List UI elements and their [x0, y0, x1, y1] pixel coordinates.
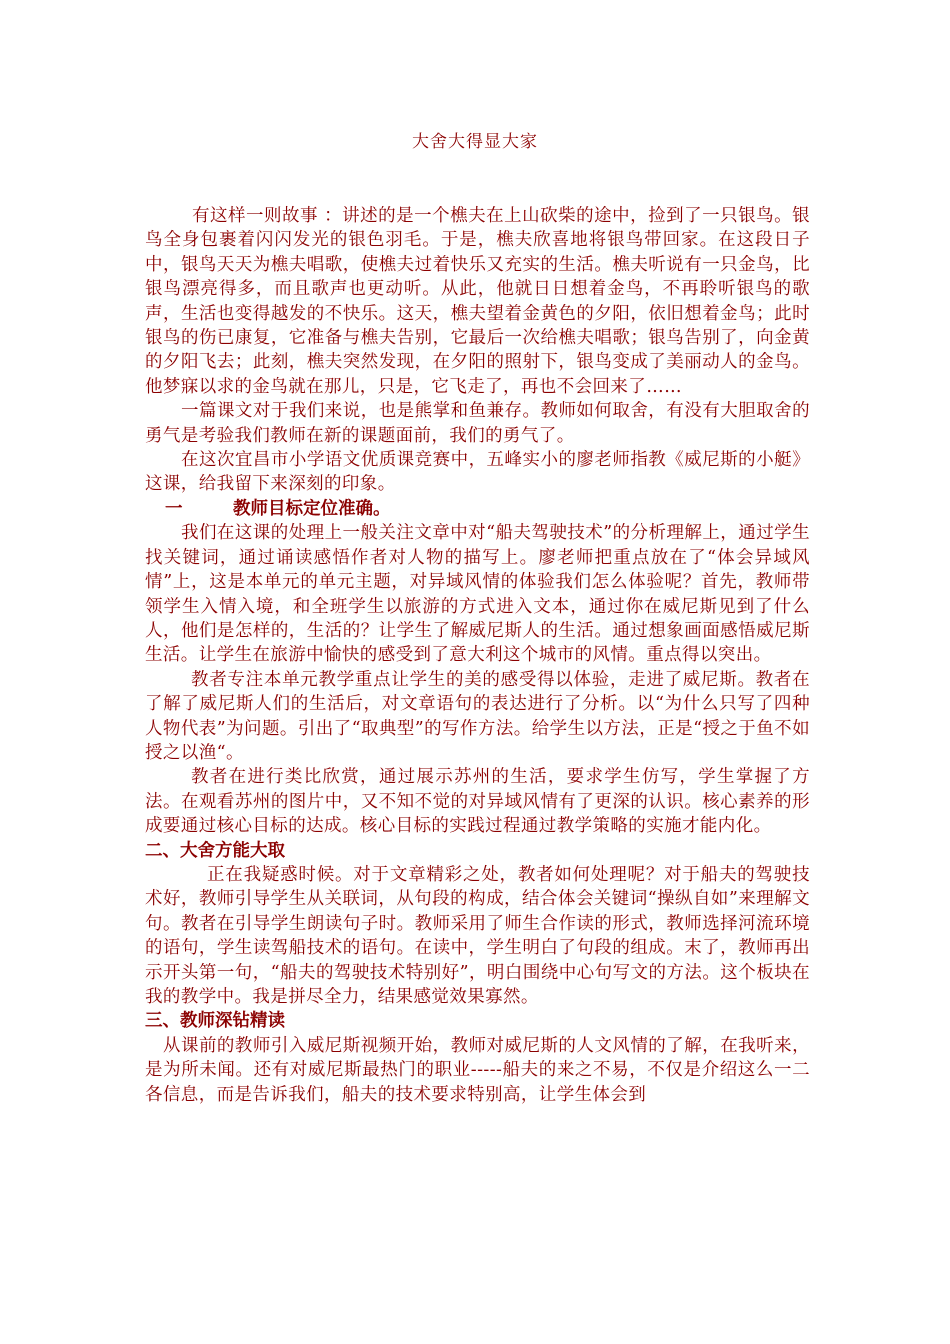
- section2-heading: 二、大舍方能大取: [145, 840, 285, 861]
- section3-heading: 三、教师深钻精读: [145, 1011, 285, 1032]
- document-body: [145, 204, 810, 1107]
- section1-heading: [145, 497, 810, 521]
- section1-paragraph-2: 教者专注本单元教学重点让学生的美的感受得以体验，走进了威尼斯。教者在了解了威尼斯人们的生活后，对文章语句的表达进行了分析。以“为什么只写了四种人物代表”为问题。引出了“取典型”的写作方法。给学生以方法，正是“授之于鱼不如授之以渔“。: [145, 669, 810, 763]
- document-title: 大舍大得显大家: [412, 132, 538, 152]
- intro-paragraph-2: 一篇课文对于我们来说，也是熊掌和鱼兼存。教师如何取舍，有没有大胆取舍的勇气是考验我们教师在新的课题面前，我们的勇气了。: [145, 401, 810, 446]
- intro-paragraph-3: 在这次宜昌市小学语文优质课竞赛中，五峰实小的廖老师指教《威尼斯的小艇》这课，给我留下来深刻的印象。: [145, 450, 810, 495]
- section1-number: 一: [165, 498, 183, 519]
- section3-paragraph-1: 从课前的教师引入威尼斯视频开始，教师对威尼斯的人文风情的了解，在我听来，是为所未闻。还有对威尼斯最热门的职业-----船夫的来之不易，不仅是介绍这么一二各信息，而是告诉我们，船夫的技术要求特别高，让学生体会到: [145, 1035, 810, 1105]
- section2-paragraph-1: 正在我疑惑时候。对于文章精彩之处，教者如何处理呢？对于船夫的驾驶技术好，教师引导学生从关联词，从句段的构成，结合体会关键词“操纵自如”来理解文句。教者在引导学生朗读句子时。教师采用了师生合作读的形式，教师选择河流环境的语句，学生读驾船技术的语句。在读中，学生明白了句段的组成。末了，教师再出示开头第一句，“船夫的驾驶技术特别好”，明白围绕中心句写文的方法。这个板块在我的教学中。我是拼尽全力，结果感觉效果寡然。: [145, 864, 810, 1007]
- section1-heading-text: 教师目标定位准确。: [233, 498, 391, 519]
- section1-paragraph-1: 我们在这课的处理上一般关注文章中对“船夫驾驶技术”的分析理解上，通过学生找关键词，通过诵读感悟作者对人物的描写上。廖老师把重点放在了“体会异域风情”上，这是本单元的单元主题，对异域风情的体验我们怎么体验呢？首先，教师带领学生入情入境，和全班学生以旅游的方式进入文本，通过你在威尼斯见到了什么人，他们是怎样的，生活的？让学生了解威尼斯人的生活。通过想象画面感悟威尼斯生活。让学生在旅游中愉快的感受到了意大利这个城市的风情。重点得以突出。: [145, 523, 810, 666]
- intro-story-paragraph: 有这样一则故事 ：讲述的是一个樵夫在上山砍柴的途中，捡到了一只银鸟。银鸟全身包裹着闪闪发光的银色羽毛。于是，樵夫欣喜地将银鸟带回家。在这段日子中，银鸟天天为樵夫唱歌，使樵夫过着快乐又充实的生活。樵夫听说有一只金鸟，比银鸟漂亮得多，而且歌声也更动听。从此，他就日日想着金鸟，不再聆听银鸟的歌声，生活也变得越发的不快乐。这天，樵夫望着金黄色的夕阳，依旧想着金鸟；此时银鸟的伤已康复，它准备与樵夫告别，它最后一次给樵夫唱歌；银鸟告别了，向金黄的夕阳飞去；此刻，樵夫突然发现，在夕阳的照射下，银鸟变成了美丽动人的金鸟。他梦寐以求的金鸟就在那儿，只是，它飞走了，再也不会回来了……: [145, 206, 810, 397]
- section1-paragraph-3: 教者在进行类比欣赏，通过展示苏州的生活，要求学生仿写，学生掌握了方法。在观看苏州的图片中，又不知不觉的对异域风情有了更深的认识。核心素养的形成要通过核心目标的达成。核心目标的实践过程通过教学策略的实施才能内化。: [145, 767, 810, 837]
